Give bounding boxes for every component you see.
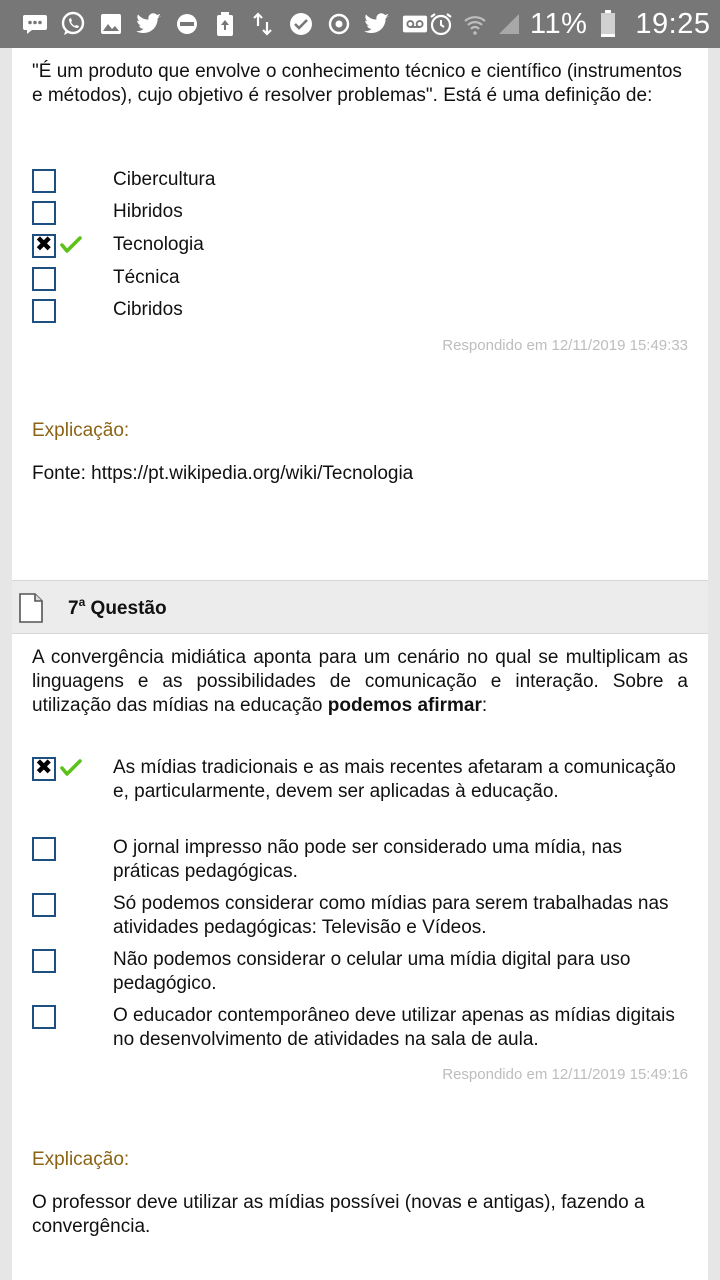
explanation-title: Explicação: (32, 1149, 130, 1170)
document-icon (18, 593, 44, 628)
explanation-text: O professor deve utilizar as mídias possívei (novas e antigas), fazendo a convergência. (32, 1192, 645, 1237)
question-text-bold: podemos afirmar (327, 695, 482, 716)
correct-check-icon (60, 759, 82, 782)
signal-icon (496, 11, 522, 37)
gallery-icon (98, 11, 124, 37)
ordinal-indicator: a (78, 595, 86, 609)
alarm-icon (428, 11, 454, 37)
quiz-content (12, 48, 708, 1280)
status-bar (0, 0, 720, 48)
option-label: As mídias tradicionais e as mais recentes afetaram a comunicação e, particularmente, devem ser aplicadas à educação. (113, 757, 676, 802)
checkbox[interactable] (32, 299, 56, 323)
x-mark-icon: ✖ (35, 756, 53, 779)
status-right (428, 8, 710, 41)
option-label: O jornal impresso não pode ser considerado uma mídia, nas práticas pedagógicas. (113, 837, 623, 882)
question-title (68, 595, 167, 620)
option-label: Não podemos considerar o celular uma mídia digital para uso pedagógico. (113, 949, 631, 994)
clock: 19:25 (635, 7, 711, 40)
option-label: Técnica (113, 267, 180, 288)
option-label: Cibridos (113, 299, 183, 320)
battery-saver-icon (212, 11, 238, 37)
option-label: Só podemos considerar como mídias para serem trabalhadas nas atividades pedagógicas: Televisão e Vídeos. (113, 893, 669, 938)
question-title-label: Questão (90, 598, 167, 619)
question-text-plain: A convergência midiática aponta para um cenário no qual se multiplicam as linguagens e as possibilidades de comunicação e interação. Sobre a utilização das mídias na educação (32, 647, 688, 716)
question-text-end: : (481, 695, 488, 716)
voicemail-icon (402, 11, 428, 37)
question-number: 7 (68, 598, 79, 619)
answered-timestamp: Respondido em 12/11/2019 15:49:16 (442, 1066, 688, 1083)
whatsapp-icon (60, 11, 86, 37)
check-icon (288, 11, 314, 37)
option-label: Hibridos (113, 201, 183, 222)
checkbox-checked[interactable] (32, 757, 56, 781)
checkbox[interactable] (32, 201, 56, 225)
battery-percentage: 11% (530, 7, 588, 40)
checkbox[interactable] (32, 169, 56, 193)
option-label: Tecnologia (113, 234, 204, 255)
wifi-icon (462, 11, 488, 37)
checkbox[interactable] (32, 837, 56, 861)
question-7-text (32, 646, 688, 718)
checkbox[interactable] (32, 267, 56, 291)
checkbox[interactable] (32, 893, 56, 917)
notification-icons (22, 11, 428, 37)
x-mark-icon: ✖ (35, 233, 53, 256)
battery-icon (595, 11, 621, 37)
burger-king-icon (174, 11, 200, 37)
checkbox[interactable] (32, 1005, 56, 1029)
transfer-icon (250, 11, 276, 37)
option-label: Cibercultura (113, 169, 216, 190)
question-7-header (12, 580, 708, 634)
question-6-text: "É um produto que envolve o conhecimento técnico e científico (instrumentos e métodos), cujo objetivo é resolver problemas". Está é uma definição de: (32, 61, 682, 106)
checkbox[interactable] (32, 949, 56, 973)
explanation-title: Explicação: (32, 420, 130, 441)
twitter-icon (136, 11, 162, 37)
explanation-text: Fonte: https://pt.wikipedia.org/wiki/Tecnologia (32, 463, 414, 484)
correct-check-icon (60, 236, 82, 259)
twitter-icon (364, 11, 390, 37)
checkbox-checked[interactable] (32, 234, 56, 258)
messages-icon (22, 11, 48, 37)
option-label: O educador contemporâneo deve utilizar apenas as mídias digitais no desenvolvimento de atividades na sala de aula. (113, 1005, 675, 1050)
answered-timestamp: Respondido em 12/11/2019 15:49:33 (442, 337, 688, 354)
sync-icon (326, 11, 352, 37)
